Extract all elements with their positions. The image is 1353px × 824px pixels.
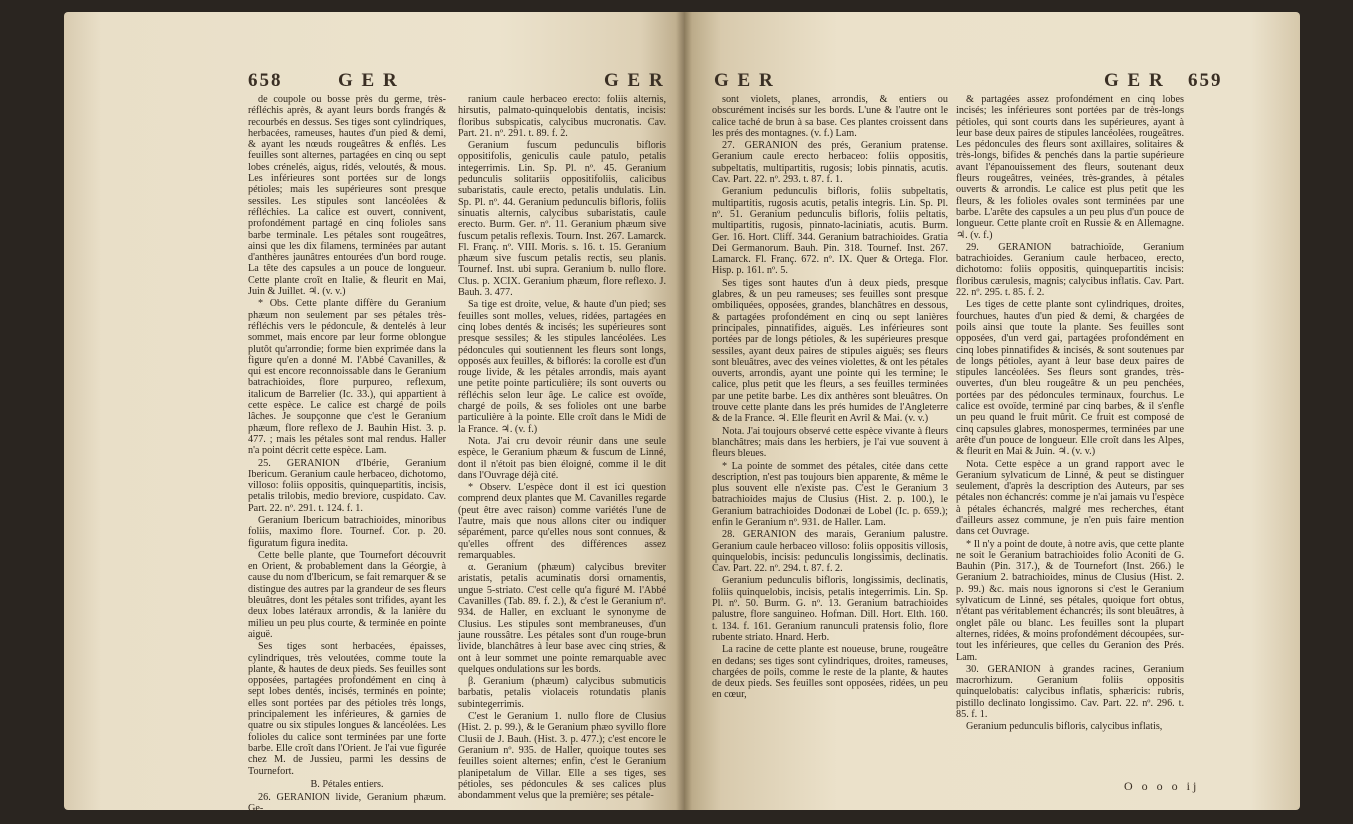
paragraph: Les tiges de cette plante sont cylindriques, droites, fourchues, hautes d'un pied & demi, & chargées de poils ainsi que toute la plante. Ses feuilles sont opposées, d'un verd gai, partagées profondément en cinq lobes pinnatifides & incisés, & sont soutenues par de longs pétioles, ayant à leur base deux paires de stipules lancéolées. Ses fleurs sont grandes, très-ouvertes, d'un bleu rougeâtre & un peu penchées, portées par des pédoncules terminaux, fourchus. Le calice est ovoïde, terminé par cinq barbes, & il s'enfle un peu quand le fruit mûrit. Ce fruit est composé de cinq capsules glabres, monospermes, terminées par une arête d'un pouce de longueur. Elle croît dans les Alpes, & fleurit en Mai & Juin. ♃. (v. v.) [956,299,1184,458]
book-gutter [676,12,692,810]
paragraph: C'est le Geranium 1. nullo flore de Clusius (Hist. 2. p. 99.), & le Geranium phæo syvillo flore Clusii de J. Bauh. (Hist. 3. p. 477.); c'est encore le Geranium nº. 935. de Haller, quoique toutes ses feuilles soient alternes; enfin, c'est le Geranium planipetalum de Villar. Elle a ses tiges, ses pétioles, ses pédoncules & ses calices plus abondamment velus que la première; ses pétale- [458,711,666,802]
paragraph: sont violets, planes, arrondis, & entiers ou obscurément incisés sur les bords. L'une & l'autre ont le calice taché de brun à sa base. Ces plantes croissent dans les prés des montagnes. (v. f.) Lam. [712,94,948,139]
paragraph: & partagées assez profondément en cinq lobes incisés; les inférieures sont portées par de très-longs pétioles, qui sont courts dans les supérieures, ayant à leur base deux paires de stipules lancéolées, rougeâtres. Les pédoncules des fleurs sont axillaires, solitaires & très-longs, bifides & penchés dans la partie supérieure avant l'épanouissement des fleurs, soutenant deux fleurs rougeâtres, veinées, très-grandes, à pétales ouverts & arrondis. Le calice est plus petit que les fleurs, & les folioles ovales sont terminées par une barbe. L'arête des capsules a un peu plus d'un pouce de longueur. Cette plante croît en Russie & en Allemagne. ♃. (v. f.) [956,94,1184,241]
paragraph: * Observ. L'espèce dont il est ici question comprend deux plantes que M. Cavanilles regarde (peut être avec raison) comme variétés l'une de l'autre, mais que nous allons citer ou indiquer séparément, parce qu'elles nous sont connues, & qu'elles offrent des différences assez remarquables. [458,482,666,561]
paragraph: 25. GERANION d'Ibérie, Geranium Ibericum. Geranium caule herbaceo, dichotomo, villoso: foliis oppositis, quinquepartitis, incisis, petalis trilobis, medio breviore, cuspidato. Cav. Part. 22. nº. 291. t. 124. f. 1. [248,457,446,514]
paragraph: Geranium fuscum pedunculis bifloris oppositifolis, geniculis caule patulo, petalis integerrimis. Lin. Sp. Pl. nº. 45. Geranium pedunculis solitariis oppositifoliis, calicibus subaristatis, caule erecto, petalis undulatis. Lin. Sp. Pl. nº. 44. Geranium pedunculis bifloris, foliis sinuatis alternis, calycibus subaristatis, caule erecto. Burm. Ger. nº. 11. Geranium phæum sive fuscum petalis reflexis. Tourn. Inst. 267. Lamarck. Fl. Franç. nº. VIII. Moris. s. 16. t. 15. Geranium phæum sive fuscum petalis rectis, seu planis. Tournef. Inst. ubi supra. Geranium b. nullo flore. Clus. p. XCIX. Geranium phæum, flore reflexo. J. Bauh. 3. 477. [458,140,666,299]
paragraph: Geranium pedunculis bifloris, calycibus inflatis, [966,721,1163,733]
open-book [64,12,1300,815]
right-page-number: 659 [1188,70,1223,91]
signature-mark: O o o o ij [1124,779,1200,793]
left-column-1 [248,94,446,815]
paragraph: B. Pétales entiers. [310,778,384,790]
paragraph: 27. GERANION des prés, Geranium pratense. Geranium caule erecto herbaceo: foliis oppositis, subpeltatis, multipartitis, rugosis; lobis pinnatis, acutis. Cav. Part. 22. nº. 293. t. 87. f. 1. [712,140,948,186]
paragraph: Ses tiges sont herbacées, épaisses, cylindriques, très veloutées, comme toute la plante, & hautes de deux pieds. Ses feuilles sont opposées, partagées profondément en cinq à sept lobes dentés, incisés, terminés en pointe; elles sont portées par des pétioles très longs, principalement les inférieures, & garnies de quatre ou six stipules longues & lancéolées. Les folioles du calice sont terminées par une forte barbe. Elle croît dans l'Orient. Je l'ai vue figurée chez M. de Jussieu, parmi les dessins de Tournefort. [248,641,446,777]
paragraph: Nota. J'ai cru devoir réunir dans une seule espèce, le Geranium phæum & fuscum de Linné, dont il n'étoit pas bien éloigné, comme il le dit dans l'Ouvrage déjà cité. [458,435,666,481]
paragraph: La racine de cette plante est noueuse, brune, rougeâtre en dedans; ses tiges sont cylindriques, droites, rameuses, chargées de poils, comme le reste de la plante, & hautes de deux pieds. Ses feuilles sont opposées, ridées, un peu en cœur, [712,644,948,701]
paragraph: Sa tige est droite, velue, & haute d'un pied; ses feuilles sont molles, velues, ridées, partagées en cinq lobes dentés & incisés; les supérieures sont presque sessiles; & les stipules lancéolées. Les pédoncules qui soutiennent les fleurs sont longs, opposés aux feuilles, & biflorés: la corolle est d'un rouge livide, & les pétales arrondis, mais ayant une petite pointe particulière; ils sont ouverts ou réfléchis selon leur âge. Le calice est ovoïde, chargé de poils, & ses folioles ont une barbe particulière à la pointe. Elle croît dans le Midi de la France. ♃. (v. f.) [458,299,666,435]
paragraph: * Il n'y a point de doute, à notre avis, que cette plante ne soit le Geranium batrachioides folio Aconiti de G. Bauhin (Pin. 317.), & de Tournefort (Inst. 266.) le Geranium 2. batrachioides, minus de Clusius (Hist. 2. p. 99.) &c. mais nous ignorons si c'est le Geranium sylvaticum de Linné, ses pétales, quoique fort obtus, n'étant pas véritablement échancrés; ils sont bleuâtres, à onglet pâle ou blanc. Les feuilles sont la plupart alternes, ridées, & moins profondément découpées, sur-tout les inférieures, que celles du Geranion des Prés. Lam. [956,538,1184,663]
left-running-head-right: G E R [604,70,665,91]
right-running-head-left: G E R [714,70,775,91]
paragraph: ranium caule herbaceo erecto: foliis alternis, hirsutis, palmato-quinquelobis dentatis, incisis: floribus subspicatis, calycibus mucronatis. Cav. Part. 21. nº. 291. t. 89. f. 2. [458,94,666,139]
paragraph: 28. GERANION des marais, Geranium palustre. Geranium caule herbaceo villoso: foliis oppositis villosis, quinquelobis, incisis: pedunculis longissimis, declinatis. Cav. Part. 22. nº. 294. t. 87. f. 2. [712,529,948,575]
paragraph: β. Geranium (phæum) calycibus submuticis barbatis, petalis violaceis rotundatis planis subintegerrimis. [458,676,666,710]
paragraph: 30. GERANION à grandes racines, Geranium macrorhizum. Geranium foliis oppositis quinquelobatis: calycibus inflatis, sphæricis: rubris, pistillo declinato longissimo. Cav. Part. 22. nº. 296. t. 85. f. 1. [956,663,1184,721]
left-running-head: G E R [338,70,399,91]
paragraph: Ses tiges sont hautes d'un à deux pieds, presque glabres, & un peu rameuses; ses feuilles sont presque ombiliquées, opposées, grandes, blanchâtres en dessous, & partagées profondément en cinq ou sept lanières principales, pinnatifides, aiguës. Les inférieures sont portées par de longs pétioles, & les supérieures presque sessiles, ayant deux paires de stipules aiguës; ses fleurs sont bleuâtres, avec des veines violettes, & ont les pétales ouverts, arrondis, ayant une pointe qui les termine; le calice, plus petit que les fleurs, a ses feuilles terminées par une petite barbe. Les dix anthères sont bleuâtres. On trouve cette plante dans les prés humides de l'Angleterre & de la France. ♃. Elle fleurit en Avril & Mai. (v. v.) [712,277,948,425]
left-page-number: 658 [248,70,283,91]
paragraph: de coupole ou bosse près du germe, très-réfléchis après, & ayant leurs bords frangés & recourbés en dessus. Ses tiges sont cylindriques, herbacées, rameuses, hautes d'un pied & demi, & ayant les nœuds rougeâtres & enflés. Les feuilles sont alternes, partagées en cinq ou sept lobes crénelés, aigus, ridés, veloutés, & mous. Les inférieures sont portées sur de longs pétioles; mais les supérieures sont presque sessiles. Les stipules sont lancéolées & réfléchies. La calice est ouvert, connivent, profondément partagé en cinq folioles sans barbe terminale. Les pétales sont rougeâtres, ainsi que les dix filamens, terminées par autant d'anthères jaunâtres entourées d'un bord rouge. La tête des capsules a un pouce de longueur. Cette plante croît en Italie, & fleurit en Mai, Juin & Juillet. ♃. (v. v.) [248,94,446,298]
paragraph: α. Geranium (phæum) calycibus breviter aristatis, petalis acuminatis dorsi ornamentis, ungue 5-striato. C'est celle qu'a figuré M. l'Abbé Cavanilles (Tab. 89. f. 2.), & c'est le Geranium nº. 934. de Haller, en excluant le synonyme de Clusius. Les stipules sont membraneuses, d'un jaune roussâtre. Les pétales sont d'un rouge-brun livide, blanchâtres à leur base avec cinq stries, & ont à leur sommet une pointe remarquable avec quelques ondulations sur les bords. [458,562,666,675]
paragraph: Nota. Cette espèce a un grand rapport avec le Geranium sylvaticum de Linné, & peut se distinguer seulement, d'après la description des Auteurs, par ses pétales non échancrés: comme je n'ai jamais vu l'espèce à pétales échancrés, malgré mes recherches, étant d'ailleurs assez commune, je n'en puis faire mention dans cet Ouvrage. [956,458,1184,538]
left-page [64,12,684,815]
right-column-2 [956,94,1184,762]
paragraph: Geranium Ibericum batrachioides, minoribus foliis, maximo flore. Tournef. Cor. p. 20. figuratum figura inedita. [248,514,446,549]
paragraph: 29. GERANION batrachioïde, Geranium batrachioides. Geranium caule herbaceo, erecto, dichotomo: foliis oppositis, quinquepartitis incisis: floribus cærulesis, magnis; calycibus inflatis. Cav. Part. 22. nº. 295. t. 85. f. 2. [956,241,1184,299]
paragraph: Nota. J'ai toujours observé cette espèce vivante à fleurs blanchâtres; mais dans les herbiers, je l'ai vue souvent à fleurs bleues. [712,425,948,460]
paragraph: Geranium pedunculis bifloris, foliis subpeltatis, multipartitis, rugosis acutis, petalis integris. Lin. Sp. Pl. nº. 51. Geranium pedunculis bifloris, foliis peltatis, multipartitis, rugosis, pinnato-laciniatis, acutis. Burm. Ger. 16. Hort. Cliff. 344. Geranium batrachioides. Gratia Dei Germanorum. Bauh. Pin. 318. Tournef. Inst. 267. Lamarck. Fl. Franç. 672. nº. IX. Quer & Ortega. Flor. Hisp. p. 161. nº. 5. [712,186,948,277]
paragraph: * La pointe de sommet des pétales, citée dans cette description, n'est pas toujours bien apparente, & même le plus souvent elle n'existe pas. C'est le Geranium 3 batrachioides majus de Clusius (Hist. 2. p. 100.), le Geranium batrachioides Dodonæi de Lobel (Ic. p. 659.); enfin le Geranium nº. 931. de Haller. Lam. [712,460,948,528]
right-page [684,12,1300,810]
paragraph: Geranium pedunculis bifloris, longissimis, declinatis, foliis quinquelobis, incisis, petalis integerrimis. Lin. Sp. Pl. nº. 50. Burm. G. nº. 13. Geranium batrachioides palustre, flore sanguineo. Hofman. Dill. Hort. Elth. 160. t. 134. f. 161. Geranium ranunculi pratensis folio, flore rubente striato. Hnard. Herb. [712,575,948,643]
paragraph: 26. GERANION livide, Geranium phæum. Ge- [248,792,446,815]
right-column-1 [712,94,948,762]
left-column-2 [458,94,666,802]
right-running-head: G E R [1104,70,1165,91]
paragraph: * Obs. Cette plante diffère du Geranium phæum non seulement par ses pétales très-réfléchis vers le pédoncule, & dentelés à leur sommet, mais encore par leur forme oblongue plutôt qu'arrondie; forme bien exprimée dans la figure qu'en a donné M. l'Abbé Cavanilles, & qui est encore reconnoissable dans le Geranium batrachioides, flore purpureo, reflexum, italicum de Barrelier (Ic. 33.), qui appartient à cette espèce. Le calice est chargé de poils lâches. Je soupçonne que c'est le Geranium phæum, flore reflexo de J. Bauhin Hist. 3. p. 477. ; mais les pétales sont mal rendus. Haller n'a point décrit cette espèce. Lam. [248,298,446,457]
paragraph: Cette belle plante, que Tournefort découvrit en Orient, & probablement dans la Géorgie, à cause du nom d'Ibericum, se fait remarquer & se distingue des autres par la grandeur de ses fleurs bleuâtres, dont les pétales sont trifides, ayant les deux lobes latéraux arrondis, & la lanière du milieu un peu plus courte, & terminée en pointe aiguë. [248,549,446,640]
